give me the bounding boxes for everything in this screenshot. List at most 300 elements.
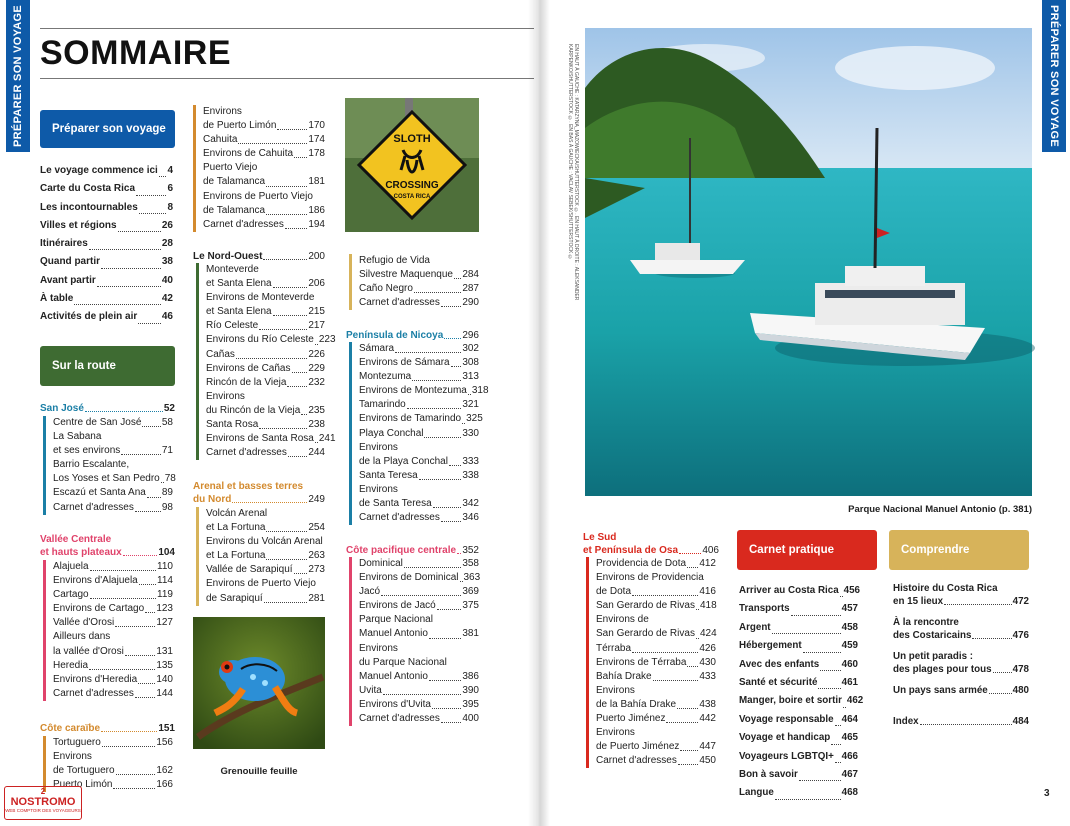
toc-entry[interactable] xyxy=(596,740,716,754)
toc-entry[interactable] xyxy=(359,398,479,412)
toc-entry-page: 424 xyxy=(699,628,717,640)
toc-leader xyxy=(680,750,698,751)
toc-entry-page: 254 xyxy=(308,522,325,534)
toc-leader xyxy=(831,744,840,745)
toc-entry[interactable] xyxy=(40,272,173,290)
toc-entry[interactable] xyxy=(893,684,1029,697)
toc-entry[interactable] xyxy=(206,390,325,404)
toc-entry-title: Environs de xyxy=(596,614,649,626)
toc-entry[interactable] xyxy=(206,277,325,291)
toc-entry-page: 215 xyxy=(308,306,325,318)
toc-entry[interactable] xyxy=(739,748,858,766)
toc-leader xyxy=(266,186,307,187)
toc-entry-title: de la Playa Conchal xyxy=(359,455,448,467)
frog-photo xyxy=(193,617,325,749)
toc-entry[interactable] xyxy=(53,560,173,574)
toc-entry[interactable] xyxy=(359,698,479,712)
toc-entry[interactable] xyxy=(596,613,716,627)
toc-entry[interactable] xyxy=(359,455,479,469)
toc-entry[interactable] xyxy=(53,416,173,430)
toc-entry[interactable] xyxy=(53,588,173,602)
section-nord-ouest: Le Nord-Ouest 200 xyxy=(193,251,325,262)
toc-entry[interactable] xyxy=(359,469,479,483)
toc-entry[interactable] xyxy=(40,290,173,308)
carnet-list xyxy=(739,582,864,803)
toc-entry-title: Alajuela xyxy=(53,561,89,572)
toc-leader xyxy=(136,195,166,196)
toc-entry[interactable] xyxy=(359,599,479,613)
toc-entry-page: 6 xyxy=(167,183,173,195)
toc-entry[interactable] xyxy=(203,147,325,161)
toc-entry[interactable] xyxy=(359,412,483,426)
toc-entry-title: Un pays sans armée xyxy=(893,685,988,696)
toc-leader xyxy=(125,655,155,656)
section-vallee: Vallée Centrale et hauts plateaux 104 xyxy=(40,534,175,558)
toc-entry-page: 229 xyxy=(308,362,325,374)
toc-entry[interactable] xyxy=(359,384,489,398)
toc-entry-title: Los Yoses et San Pedro xyxy=(53,473,160,485)
toc-entry-title: de Tortuguero xyxy=(53,765,115,777)
toc-entry-title: des plages pour tous xyxy=(893,664,992,675)
toc-entry-page: 464 xyxy=(841,713,858,725)
prep-button[interactable]: Préparer son voyage xyxy=(40,110,175,148)
toc-leader xyxy=(433,507,462,508)
toc-entry-title: du Rincón de la Vieja xyxy=(206,404,301,416)
toc-entry-title: Environs xyxy=(359,483,398,495)
toc-entry-title: Dominical xyxy=(359,558,403,569)
toc-leader xyxy=(666,722,698,723)
toc-entry[interactable] xyxy=(359,656,479,670)
toc-entry[interactable] xyxy=(53,630,173,644)
toc-entry[interactable] xyxy=(893,650,1029,663)
toc-entry-page: 369 xyxy=(462,586,479,598)
toc-entry-title: Rincón de la Vieja xyxy=(206,376,287,388)
toc-entry-title: et La Fortuna xyxy=(206,522,266,534)
toc-entry-title: Environs xyxy=(359,642,398,654)
toc-entry[interactable] xyxy=(206,507,325,521)
toc-leader xyxy=(835,725,841,726)
toc-entry[interactable] xyxy=(596,712,716,726)
toc-entry[interactable] xyxy=(596,557,716,571)
toc-leader xyxy=(843,707,846,708)
toc-leader xyxy=(791,615,841,616)
toc-entry[interactable] xyxy=(596,656,716,670)
toc-entry[interactable] xyxy=(359,282,479,296)
toc-entry[interactable] xyxy=(206,319,325,333)
toc-leader xyxy=(687,567,698,568)
toc-entry-title: de Talamanca xyxy=(203,204,266,216)
toc-entry[interactable] xyxy=(53,430,173,444)
toc-leader xyxy=(437,609,462,610)
toc-entry-page: 363 xyxy=(463,572,481,584)
toc-leader xyxy=(653,680,699,681)
toc-leader xyxy=(287,386,307,387)
toc-entry[interactable] xyxy=(359,684,479,698)
toc-entry-title: Avec des enfants xyxy=(739,658,820,670)
toc-entry[interactable] xyxy=(53,458,173,472)
toc-leader xyxy=(696,609,699,610)
toc-entry[interactable] xyxy=(359,613,479,627)
toc-entry-page: 4 xyxy=(167,165,173,176)
toc-entry[interactable] xyxy=(206,376,325,390)
toc-entry[interactable] xyxy=(206,535,325,549)
toc-leader xyxy=(292,372,308,373)
sign-line1: SLOTH xyxy=(393,133,431,145)
toc-leader xyxy=(90,598,156,599)
toc-entry[interactable] xyxy=(203,204,325,218)
toc-entry[interactable] xyxy=(739,692,864,710)
toc-entry[interactable] xyxy=(359,557,479,571)
toc-entry[interactable] xyxy=(206,263,325,277)
toc-entry-title: Santé et sécurité xyxy=(739,677,818,689)
toc-entry-title: Argent xyxy=(739,621,771,633)
toc-entry-title: et Santa Elena xyxy=(206,278,272,290)
toc-entry-title: Manger, boire et sortir xyxy=(739,695,842,707)
toc-entry-title: de la Bahía Drake xyxy=(596,698,677,710)
toc-entry[interactable] xyxy=(596,684,716,698)
toc-entry[interactable] xyxy=(53,736,173,750)
toc-entry[interactable] xyxy=(206,446,325,460)
toc-entry[interactable] xyxy=(596,726,716,740)
toc-leader xyxy=(944,604,1012,605)
toc-entry-title: Le voyage commence ici xyxy=(40,165,158,176)
toc-entry[interactable] xyxy=(739,784,858,802)
toc-entry-title: Vallée d'Orosi xyxy=(53,617,115,629)
toc-entry-page: 244 xyxy=(308,447,325,459)
toc-entry[interactable] xyxy=(53,764,173,778)
toc-entry[interactable] xyxy=(40,199,173,217)
toc-entry-page: 381 xyxy=(462,628,479,640)
toc-entry-title: Carnet d'adresses xyxy=(359,713,440,725)
toc-entry-title: Avant partir xyxy=(40,274,96,286)
toc-entry[interactable] xyxy=(893,582,1029,595)
toc-leader xyxy=(407,408,462,409)
toc-entry[interactable] xyxy=(596,642,716,656)
toc-entry-title: Environs de Tamarindo xyxy=(359,413,462,425)
toc-entry-page: 78 xyxy=(164,473,176,485)
toc-entry[interactable] xyxy=(53,750,173,764)
toc-entry-title: Cañas xyxy=(206,348,235,360)
toc-entry-title: Bon à savoir xyxy=(739,769,798,781)
toc-entry[interactable] xyxy=(739,619,858,637)
toc-entry[interactable] xyxy=(893,715,1029,728)
toc-entry[interactable] xyxy=(206,362,325,376)
toc-entry[interactable] xyxy=(893,595,1029,608)
toc-leader xyxy=(441,306,461,307)
toc-entry-title: Activités de plein air xyxy=(40,311,138,323)
toc-entry-page: 438 xyxy=(699,698,716,710)
toc-entry-page: 28 xyxy=(161,238,173,250)
toc-entry[interactable] xyxy=(359,497,479,511)
toc-entry-title: Térraba xyxy=(596,642,632,654)
toc-entry[interactable] xyxy=(739,600,858,618)
toc-entry[interactable] xyxy=(203,105,325,119)
right-page xyxy=(536,0,1070,826)
toc-entry-title: Santa Teresa xyxy=(359,469,418,481)
toc-leader xyxy=(432,708,461,709)
nicoya-list xyxy=(349,342,489,525)
toc-entry-title: Tamarindo xyxy=(359,399,406,411)
san-jose-list xyxy=(43,416,176,515)
toc-entry[interactable] xyxy=(359,670,479,684)
toc-entry[interactable] xyxy=(359,370,479,384)
toc-leader xyxy=(159,176,167,177)
toc-leader xyxy=(972,638,1011,639)
toc-entry-page: 346 xyxy=(462,512,479,524)
toc-entry[interactable] xyxy=(53,472,176,486)
toc-entry[interactable] xyxy=(206,333,336,347)
toc-entry-page: 119 xyxy=(157,589,173,601)
toc-leader xyxy=(147,497,161,498)
toc-entry[interactable] xyxy=(53,616,173,630)
toc-entry-title: Un petit paradis : xyxy=(893,651,974,662)
toc-entry-title: Vallée de Sarapiquí xyxy=(206,564,293,576)
toc-entry-page: 472 xyxy=(1012,596,1029,607)
caraibe-list xyxy=(43,736,173,792)
toc-entry[interactable] xyxy=(596,698,716,712)
toc-leader xyxy=(294,157,307,158)
toc-entry-title: Barrio Escalante, xyxy=(53,459,130,471)
side-tab-left: PRÉPARER SON VOYAGE xyxy=(6,0,30,152)
toc-leader xyxy=(113,788,155,789)
toc-leader xyxy=(775,799,841,800)
toc-entry[interactable] xyxy=(359,511,479,525)
toc-entry-title: de Puerto Jiménez xyxy=(596,741,680,753)
toc-leader xyxy=(840,596,843,597)
toc-entry[interactable] xyxy=(359,627,479,641)
toc-entry[interactable] xyxy=(203,161,325,175)
toc-entry-page: 232 xyxy=(308,376,325,388)
toc-entry[interactable] xyxy=(53,574,173,588)
toc-entry[interactable] xyxy=(53,645,173,659)
toc-entry-title: Puerto Viejo xyxy=(203,162,258,174)
toc-leader xyxy=(264,602,308,603)
toc-entry[interactable] xyxy=(53,501,173,515)
photo-caption: Parque Nacional Manuel Antonio (p. 381) xyxy=(848,504,1032,515)
page-number: 3 xyxy=(1044,788,1050,799)
toc-entry[interactable] xyxy=(203,175,325,189)
toc-entry[interactable] xyxy=(206,592,325,606)
toc-entry-title: Voyage responsable xyxy=(739,713,834,725)
toc-entry-title: Environs de Cahuita xyxy=(203,148,294,160)
toc-entry[interactable] xyxy=(359,483,479,497)
toc-entry[interactable] xyxy=(739,711,858,729)
toc-entry[interactable] xyxy=(359,642,479,656)
toc-entry[interactable] xyxy=(359,296,479,310)
title-rule-bottom xyxy=(40,78,534,79)
toc-entry-title: Heredia xyxy=(53,659,89,671)
sign-line2: CROSSING xyxy=(385,180,439,191)
toc-entry-title: Carnet d'adresses xyxy=(359,512,440,524)
toc-leader xyxy=(139,213,167,214)
toc-entry-page: 338 xyxy=(462,469,479,481)
toc-entry[interactable] xyxy=(739,674,858,692)
toc-entry[interactable] xyxy=(40,180,173,198)
toc-entry-title: Silvestre Maquenque xyxy=(359,269,453,281)
toc-entry[interactable] xyxy=(206,348,325,362)
toc-leader xyxy=(90,570,156,571)
toc-entry-page: 174 xyxy=(308,134,325,146)
toc-entry[interactable] xyxy=(359,342,479,356)
toc-entry[interactable] xyxy=(40,235,173,253)
toc-entry[interactable] xyxy=(596,571,716,585)
toc-entry-page: 302 xyxy=(462,343,479,354)
toc-leader xyxy=(142,426,160,427)
toc-leader xyxy=(835,762,841,763)
toc-entry[interactable] xyxy=(53,687,173,701)
toc-entry[interactable] xyxy=(40,253,173,271)
route-button[interactable]: Sur la route xyxy=(40,346,175,386)
toc-leader xyxy=(632,595,698,596)
toc-leader xyxy=(677,708,698,709)
toc-entry-title: Villes et régions xyxy=(40,219,117,231)
toc-entry-page: 217 xyxy=(308,320,325,332)
toc-entry[interactable] xyxy=(359,268,479,282)
toc-entry[interactable] xyxy=(359,585,479,599)
toc-entry-page: 162 xyxy=(156,765,173,777)
toc-entry-title: Environs de Montezuma xyxy=(359,385,467,397)
toc-leader xyxy=(266,559,307,560)
toc-entry-title: de Puerto Limón xyxy=(203,120,277,132)
toc-entry[interactable] xyxy=(206,432,336,446)
toc-leader xyxy=(429,680,461,681)
toc-entry[interactable] xyxy=(206,305,325,319)
toc-entry[interactable] xyxy=(739,656,858,674)
toc-entry[interactable] xyxy=(206,404,325,418)
side-tab-right: PRÉPARER SON VOYAGE xyxy=(1042,0,1066,152)
toc-entry[interactable] xyxy=(203,133,325,147)
toc-leader xyxy=(993,672,1012,673)
toc-leader xyxy=(135,511,161,512)
toc-entry-page: 450 xyxy=(699,755,716,767)
toc-entry-page: 38 xyxy=(161,256,173,268)
toc-entry-page: 144 xyxy=(156,687,173,699)
toc-entry[interactable] xyxy=(359,427,479,441)
toc-entry-title: Santa Rosa xyxy=(206,419,259,431)
toc-entry-title: du Parque Nacional xyxy=(359,656,447,668)
toc-entry-title: et Santa Elena xyxy=(206,306,272,318)
toc-entry-page: 46 xyxy=(161,311,173,323)
frog-illustration xyxy=(193,617,325,749)
toc-entry[interactable] xyxy=(53,486,173,500)
toc-entry[interactable] xyxy=(40,308,173,326)
toc-entry[interactable] xyxy=(739,637,858,655)
toc-entry[interactable] xyxy=(739,582,861,600)
toc-leader xyxy=(259,329,307,330)
toc-entry-page: 321 xyxy=(462,399,479,411)
toc-entry-title: Carnet d'adresses xyxy=(53,687,134,699)
toc-entry[interactable] xyxy=(596,627,716,641)
toc-entry[interactable] xyxy=(206,291,325,305)
toc-entry[interactable] xyxy=(53,659,173,673)
toc-entry-title: et ses environs xyxy=(53,445,121,457)
toc-leader xyxy=(989,693,1012,694)
toc-entry-page: 290 xyxy=(462,297,479,309)
toc-entry[interactable] xyxy=(206,549,325,563)
toc-entry[interactable] xyxy=(203,190,325,204)
nord-ouest-list xyxy=(196,263,336,460)
toc-entry-page: 26 xyxy=(161,219,173,231)
toc-entry-title: Ailleurs dans xyxy=(53,631,111,643)
toc-entry-title: Environs d'Uvita xyxy=(359,698,431,710)
toc-entry[interactable] xyxy=(359,571,479,585)
toc-entry[interactable] xyxy=(359,712,479,726)
toc-entry[interactable] xyxy=(203,119,325,133)
toc-entry[interactable] xyxy=(206,521,325,535)
toc-entry-title: et La Fortuna xyxy=(206,550,266,562)
toc-leader xyxy=(429,638,461,639)
toc-entry-title: Les incontournables xyxy=(40,201,138,213)
toc-entry[interactable] xyxy=(53,673,173,687)
toc-entry-title: Playa Conchal xyxy=(359,427,424,439)
toc-entry[interactable] xyxy=(53,602,173,616)
toc-entry[interactable] xyxy=(206,418,325,432)
toc-entry-title: Environs d'Heredia xyxy=(53,673,138,685)
toc-entry[interactable] xyxy=(893,616,1029,629)
comprendre-button[interactable]: Comprendre xyxy=(889,530,1029,570)
toc-entry[interactable] xyxy=(596,585,716,599)
toc-entry-page: 313 xyxy=(462,371,479,383)
toc-entry[interactable] xyxy=(596,754,716,768)
toc-entry-page: 238 xyxy=(308,419,325,431)
toc-leader xyxy=(102,746,156,747)
toc-entry-title: Environs de Térraba xyxy=(596,656,687,668)
toc-leader xyxy=(315,442,318,443)
toc-entry-title: Environs de Providencia xyxy=(596,572,704,584)
toc-entry-title: Environs xyxy=(596,727,635,739)
toc-leader xyxy=(288,456,307,457)
toc-entry-title: Environs d'Alajuela xyxy=(53,575,138,587)
toc-leader xyxy=(161,482,164,483)
toc-entry-page: 433 xyxy=(699,670,716,682)
comprendre-list xyxy=(893,582,1029,728)
toc-entry[interactable] xyxy=(206,563,325,577)
toc-entry[interactable] xyxy=(739,729,858,747)
toc-entry[interactable] xyxy=(596,670,716,684)
toc-entry-page: 478 xyxy=(1012,664,1029,675)
toc-leader xyxy=(273,287,308,288)
toc-entry-page: 459 xyxy=(841,640,858,652)
toc-entry[interactable] xyxy=(40,217,173,235)
toc-entry[interactable] xyxy=(53,444,173,458)
toc-entry[interactable] xyxy=(40,162,173,180)
toc-entry-title: Environs du Volcán Arenal xyxy=(206,536,323,548)
toc-entry[interactable] xyxy=(893,663,1029,676)
carnet-button[interactable]: Carnet pratique xyxy=(737,530,877,570)
toc-entry[interactable] xyxy=(893,629,1029,642)
toc-entry-page: 442 xyxy=(699,713,716,725)
toc-entry[interactable] xyxy=(206,577,325,591)
toc-leader xyxy=(920,724,1012,725)
toc-entry-page: 333 xyxy=(462,455,479,467)
toc-entry[interactable] xyxy=(359,254,479,268)
toc-entry-title: Uvita xyxy=(359,684,382,696)
toc-entry[interactable] xyxy=(359,441,479,455)
toc-entry[interactable] xyxy=(596,599,716,613)
toc-entry[interactable] xyxy=(203,218,325,232)
toc-leader xyxy=(145,612,155,613)
toc-entry-title: Río Celeste xyxy=(206,320,259,332)
toc-entry-page: 263 xyxy=(308,550,325,562)
toc-entry[interactable] xyxy=(739,766,858,784)
toc-entry[interactable] xyxy=(359,356,479,370)
toc-leader xyxy=(462,423,465,424)
toc-leader xyxy=(772,633,841,634)
toc-entry-page: 325 xyxy=(466,413,483,425)
sloth-sign-photo xyxy=(345,98,479,232)
toc-entry-page: 456 xyxy=(843,585,861,596)
toc-leader xyxy=(89,669,155,670)
